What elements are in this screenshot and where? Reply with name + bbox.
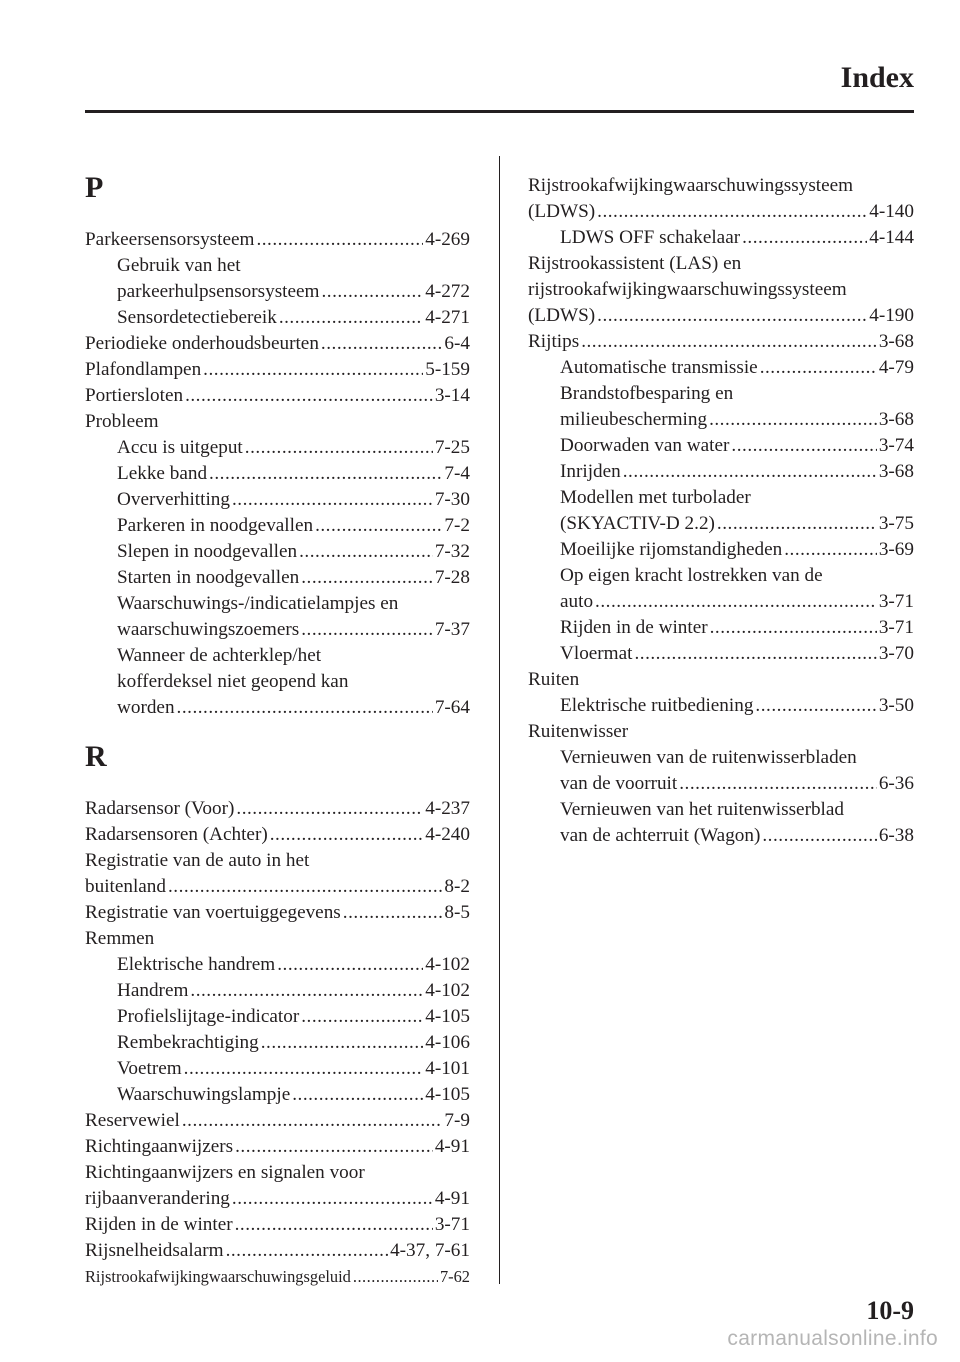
dot-leader [784,537,877,563]
entry-label: Modellen met turbolader [560,487,751,508]
index-entry [85,848,470,874]
dot-leader [236,796,423,822]
dot-leader [226,1238,389,1264]
index-entry [85,926,470,952]
index-subentry [528,563,914,589]
entry-label: parkeerhulpsensorsysteem [117,281,320,302]
dot-leader [755,693,876,719]
entry-page: 3-75 [878,513,914,534]
entry-label: Brandstofbesparing en [560,383,734,404]
index-entry [528,199,914,225]
index-subentry [85,513,470,539]
p-entry-list [85,227,470,721]
index-entry [528,277,914,303]
watermark: carmanualsonline.info [727,1327,938,1350]
index-entry [528,329,914,355]
index-subentry [85,253,470,279]
dot-leader [190,978,423,1004]
entry-label: Automatische transmissie [560,357,758,378]
entry-page: 7-4 [444,463,470,484]
entry-label: Voetrem [117,1058,182,1079]
entry-label: auto [560,591,594,612]
dot-leader [731,433,876,459]
entry-page: 3-71 [878,617,914,638]
dot-leader [353,1264,438,1290]
index-subentry [528,381,914,407]
index-subentry [528,797,914,823]
entry-page: 3-71 [878,591,914,612]
entry-page: 3-14 [434,385,470,406]
dot-leader [301,565,433,591]
entry-page: 3-70 [878,643,914,664]
index-entry [528,303,914,329]
entry-label: Slepen in noodgevallen [117,541,298,562]
entry-label: Sensordetectiebereik [117,307,277,328]
entry-page: 4-101 [425,1058,470,1079]
entry-page: 3-68 [878,409,914,430]
dot-leader [597,199,867,225]
index-subentry [528,537,914,563]
entry-label: Radarsensor (Voor) [85,798,235,819]
dot-leader [679,771,877,797]
entry-page: 6-38 [878,825,914,846]
dot-leader [184,1056,424,1082]
entry-label: Probleem [85,411,159,432]
index-entry [528,667,914,693]
index-subentry [85,952,470,978]
index-entry [528,173,914,199]
index-entry [528,719,914,745]
entry-page: 4-237 [425,798,470,819]
index-subentry [528,615,914,641]
entry-page: 4-79 [878,357,914,378]
entry-page: 8-5 [444,902,470,923]
entry-label: van de voorruit [560,773,678,794]
entry-label: kofferdeksel niet geopend kan [117,671,349,692]
entry-label: Portiersloten [85,385,184,406]
dot-leader [710,615,877,641]
entry-label: LDWS OFF schakelaar [560,227,741,248]
entry-page: 3-68 [878,461,914,482]
entry-label: Doorwaden van water [560,435,730,456]
entry-label: Rijstrookassistent (LAS) en [528,253,742,274]
index-subentry [528,745,914,771]
index-subentry [85,539,470,565]
dot-leader [203,357,423,383]
dot-leader [261,1030,424,1056]
dot-leader [634,641,876,667]
index-subentry [85,591,470,617]
entry-page: 7-2 [444,515,470,536]
entry-label: (LDWS) [528,305,596,326]
dot-leader [301,617,433,643]
entry-label: Periodieke onderhoudsbeurten [85,333,319,354]
entry-label: Rijstrookafwijkingwaarschuwingssysteem [528,175,854,196]
entry-label: Handrem [117,980,189,1001]
index-subentry [85,978,470,1004]
index-entry [85,357,470,383]
index-entry [85,1108,470,1134]
entry-label: (SKYACTIV-D 2.2) [560,513,715,534]
dot-leader [742,225,867,251]
entry-page: 3-74 [878,435,914,456]
index-subentry [528,485,914,511]
dot-leader [279,305,423,331]
index-subentry [85,1030,470,1056]
entry-page: 4-102 [425,980,470,1001]
dot-leader [623,459,877,485]
index-entry [85,1264,470,1290]
entry-label: rijbaanverandering [85,1188,230,1209]
dot-leader [232,487,433,513]
index-subentry [528,511,914,537]
index-subentry [528,433,914,459]
entry-page: 8-2 [444,876,470,897]
index-entry [85,331,470,357]
index-entry [85,1134,470,1160]
index-subentry [528,693,914,719]
entry-label: Reservewiel [85,1110,180,1131]
entry-page: 6-4 [444,333,470,354]
index-entry [85,900,470,926]
index-subentry [528,407,914,433]
index-subentry [85,565,470,591]
entry-label: Registratie van voertuiggegevens [85,902,341,923]
index-entry [85,1160,470,1186]
entry-page: 4-271 [425,307,470,328]
dot-leader [168,874,442,900]
entry-label: Rembekrachtiging [117,1032,259,1053]
index-subentry [528,355,914,381]
entry-label: Richtingaanwijzers en signalen voor [85,1162,365,1183]
left-column [85,168,470,1290]
dot-leader [235,1212,433,1238]
entry-page: 7-62 [439,1267,470,1286]
entry-page: 4-240 [425,824,470,845]
entry-label: rijstrookafwijkingwaarschuwingssysteem [528,279,847,300]
index-entry [85,1238,470,1264]
index-subentry [85,617,470,643]
entry-label: Richtingaanwijzers [85,1136,234,1157]
right-column [528,173,914,849]
entry-label: Radarsensoren (Achter) [85,824,268,845]
entry-label: van de achterruit (Wagon) [560,825,761,846]
entry-page: 4-102 [425,954,470,975]
entry-page: 4-91 [434,1188,470,1209]
entry-label: Starten in noodgevallen [117,567,300,588]
dot-leader [762,823,876,849]
entry-label: Moeilijke rijomstandigheden [560,539,783,560]
dot-leader [256,227,423,253]
entry-label: Lekke band [117,463,208,484]
entry-label: buitenland [85,876,166,897]
index-entry [85,822,470,848]
footer-page-number: 10-9 [866,1296,914,1325]
entry-page: 7-37 [434,619,470,640]
entry-page: 3-69 [878,539,914,560]
index-subentry [85,695,470,721]
entry-page: 4-105 [425,1084,470,1105]
entry-label: Oververhitting [117,489,230,510]
dot-leader [581,329,877,355]
dot-leader [321,279,423,305]
index-subentry [528,225,914,251]
entry-page: 3-71 [434,1214,470,1235]
dot-leader [209,461,442,487]
index-entry [85,796,470,822]
entry-label: Rijsnelheidsalarm [85,1240,224,1261]
index-subentry [528,589,914,615]
entry-label: Accu is uitgeput [117,437,243,458]
entry-page: 4-272 [425,281,470,302]
index-subentry [528,823,914,849]
entry-label: Inrijden [560,461,621,482]
index-entry [85,874,470,900]
index-subentry [85,461,470,487]
index-subentry [85,279,470,305]
dot-leader [182,1108,443,1134]
entry-label: Parkeersensorsysteem [85,229,255,250]
entry-label: Ruiten [528,669,580,690]
index-subentry [85,1082,470,1108]
index-entry [85,227,470,253]
index-subentry [528,771,914,797]
entry-label: Waarschuwingslampje [117,1084,291,1105]
index-subentry [85,435,470,461]
section-letter-p: P [85,171,104,204]
entry-label: Registratie van de auto in het [85,850,310,871]
entry-page: 4-140 [869,201,914,222]
index-subentry [85,1056,470,1082]
header-rule [85,110,914,113]
dot-leader [277,952,423,978]
entry-label: Rijden in de winter [560,617,708,638]
dot-leader [315,513,442,539]
entry-label: Vernieuwen van de ruitenwisserbladen [560,747,857,768]
entry-label: Rijstrookafwijkingwaarschuwingsgeluid [85,1267,351,1286]
entry-page: 7-32 [434,541,470,562]
entry-page: 3-50 [878,695,914,716]
index-subentry [528,459,914,485]
entry-page: 5-159 [425,359,470,380]
entry-label: Waarschuwings-/indicatielampjes en [117,593,399,614]
section-letter-r: R [85,740,107,773]
entry-page: 4-144 [869,227,914,248]
entry-label: Plafondlampen [85,359,202,380]
entry-label: waarschuwingszoemers [117,619,300,640]
dot-leader [321,331,443,357]
index-entry [85,1212,470,1238]
entry-page: 4-269 [425,229,470,250]
dot-leader [301,1004,423,1030]
entry-page: 3-68 [878,331,914,352]
index-subentry [85,1004,470,1030]
dot-leader [717,511,877,537]
dot-leader [299,539,433,565]
entry-label: Rijtips [528,331,580,352]
index-entry [85,409,470,435]
dot-leader [343,900,443,926]
dot-leader [245,435,433,461]
entry-page: 7-25 [434,437,470,458]
column-divider [499,156,500,1284]
dot-leader [760,355,877,381]
entry-label: Vloermat [560,643,633,664]
entry-label: Op eigen kracht lostrekken van de [560,565,823,586]
entry-page: 6-36 [878,773,914,794]
entry-page: 4-91 [434,1136,470,1157]
entry-label: Elektrische handrem [117,954,276,975]
index-subentry [85,305,470,331]
index-entry [528,251,914,277]
dot-leader [292,1082,423,1108]
dot-leader [595,589,877,615]
index-entry [85,1186,470,1212]
dot-leader [177,695,433,721]
index-subentry [85,643,470,669]
entry-label: Gebruik van het [117,255,241,276]
entry-label: worden [117,697,175,718]
entry-label: milieubescherming [560,409,708,430]
entry-label: Profielslijtage-indicator [117,1006,300,1027]
dot-leader [185,383,433,409]
dot-leader [235,1134,433,1160]
dot-leader [709,407,877,433]
entry-page: 4-37, 7-61 [390,1240,470,1261]
dot-leader [232,1186,433,1212]
entry-page: 4-190 [869,305,914,326]
index-subentry [528,641,914,667]
entry-page: 7-30 [434,489,470,510]
index-subentry [85,487,470,513]
entry-label: Rijden in de winter [85,1214,233,1235]
index-subentry [85,669,470,695]
entry-label: Wanneer de achterklep/het [117,645,322,666]
entry-page: 4-106 [425,1032,470,1053]
entry-label: Elektrische ruitbediening [560,695,754,716]
entry-label: (LDWS) [528,201,596,222]
entry-page: 7-28 [434,567,470,588]
entry-page: 7-64 [434,697,470,718]
entry-label: Parkeren in noodgevallen [117,515,314,536]
entry-label: Remmen [85,928,155,949]
entry-label: Vernieuwen van het ruitenwisserblad [560,799,844,820]
entry-page: 7-9 [444,1110,470,1131]
entry-page: 4-105 [425,1006,470,1027]
index-entry [85,383,470,409]
dot-leader [270,822,424,848]
page-header-title: Index [840,61,914,94]
r-entry-list [85,796,470,1290]
dot-leader [597,303,867,329]
entry-label: Ruitenwisser [528,721,629,742]
